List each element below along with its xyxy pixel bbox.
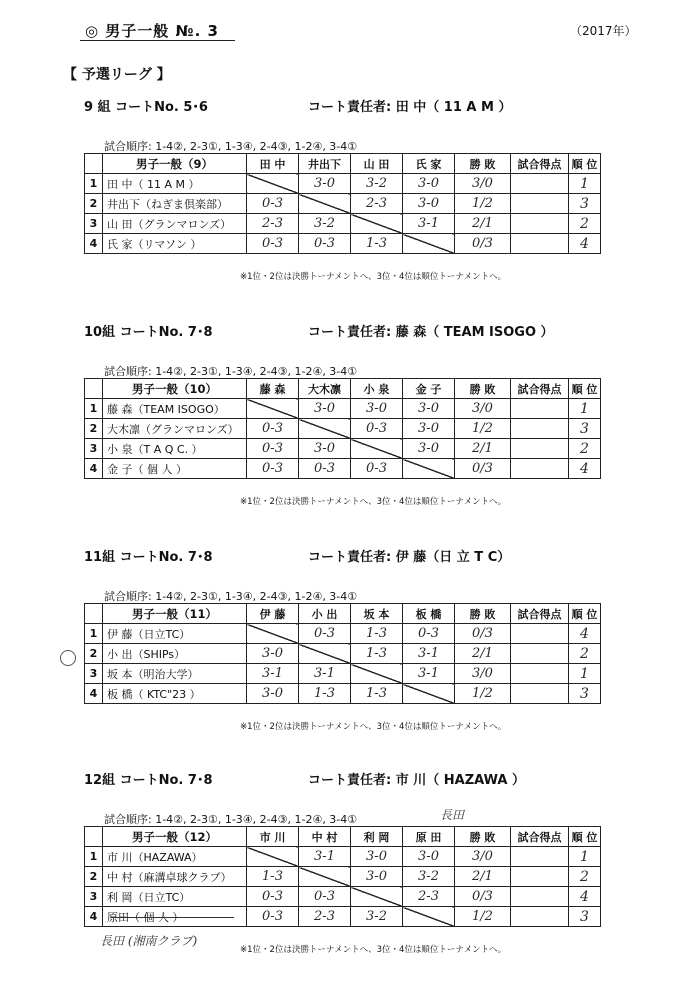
year-label: （2017年） — [570, 24, 637, 38]
header-corner — [85, 379, 103, 399]
column-header: 原 田 — [403, 827, 455, 847]
table-row — [85, 234, 601, 254]
player-number: 2 — [85, 419, 103, 439]
rank-value: 1 — [569, 399, 601, 419]
self-match-cell — [351, 664, 403, 684]
header-corner — [85, 604, 103, 624]
match-score: 3-0 — [299, 174, 351, 194]
match-order: 試合順序: 1-4②, 2-3①, 1-3④, 2-4③, 1-2④, 3-4① — [104, 590, 358, 603]
match-score: 3-0 — [351, 847, 403, 867]
match-score: 0-3 — [247, 234, 299, 254]
match-score: 0-3 — [247, 887, 299, 907]
table-row — [85, 399, 601, 419]
self-match-cell — [403, 234, 455, 254]
match-score: 3-0 — [351, 867, 403, 887]
match-score: 3-1 — [403, 664, 455, 684]
table-header-row — [85, 154, 601, 174]
league-table — [84, 153, 601, 254]
table-row — [85, 907, 601, 927]
win-loss-record: 1/2 — [455, 419, 511, 439]
player-name: 中 村（麻溝卓球クラブ） — [103, 867, 247, 887]
win-loss-record: 0/3 — [455, 624, 511, 644]
player-name: 利 岡（日立TC） — [103, 887, 247, 907]
match-score: 3-1 — [247, 664, 299, 684]
player-number: 1 — [85, 174, 103, 194]
rank-value: 2 — [569, 867, 601, 887]
self-match-cell — [403, 459, 455, 479]
game-points — [511, 439, 569, 459]
column-header: 坂 本 — [351, 604, 403, 624]
game-points — [511, 459, 569, 479]
match-score: 3-0 — [351, 399, 403, 419]
column-header: 勝 敗 — [455, 827, 511, 847]
column-header: 田 中 — [247, 154, 299, 174]
game-points — [511, 867, 569, 887]
rank-value: 1 — [569, 847, 601, 867]
column-header: 小 泉 — [351, 379, 403, 399]
match-score: 3-0 — [299, 439, 351, 459]
column-header: 利 岡 — [351, 827, 403, 847]
player-number: 1 — [85, 624, 103, 644]
self-match-cell — [299, 194, 351, 214]
column-header: 男子一般（12） — [103, 827, 247, 847]
player-name: 氏 家（リマソン ） — [103, 234, 247, 254]
header-corner — [85, 827, 103, 847]
table-row — [85, 624, 601, 644]
match-score: 3-0 — [403, 439, 455, 459]
column-header: 金 子 — [403, 379, 455, 399]
win-loss-record: 0/3 — [455, 234, 511, 254]
match-score: 1-3 — [247, 867, 299, 887]
column-header: 市 川 — [247, 827, 299, 847]
player-number: 3 — [85, 439, 103, 459]
match-order: 試合順序: 1-4②, 2-3①, 1-3④, 2-4③, 1-2④, 3-4① — [104, 365, 358, 378]
game-points — [511, 684, 569, 704]
game-points — [511, 419, 569, 439]
win-loss-record: 2/1 — [455, 439, 511, 459]
rank-value: 4 — [569, 234, 601, 254]
match-score: 2-3 — [351, 194, 403, 214]
self-match-cell — [351, 887, 403, 907]
group-title: 11組 コートNo. 7･8 — [84, 550, 213, 565]
player-name: 市 川（HAZAWA） — [103, 847, 247, 867]
table-row — [85, 644, 601, 664]
match-score: 0-3 — [247, 419, 299, 439]
game-points — [511, 887, 569, 907]
rank-value: 2 — [569, 644, 601, 664]
group-title: 10組 コートNo. 7･8 — [84, 325, 213, 340]
group-title: 9 組 コートNo. 5･6 — [84, 100, 208, 115]
game-points — [511, 214, 569, 234]
win-loss-record: 3/0 — [455, 664, 511, 684]
player-name: 大木凛（グランマロンズ） — [103, 419, 247, 439]
self-match-cell — [247, 847, 299, 867]
game-points — [511, 174, 569, 194]
match-order: 試合順序: 1-4②, 2-3①, 1-3④, 2-4③, 1-2④, 3-4① — [104, 813, 358, 826]
self-match-cell — [247, 399, 299, 419]
rank-value: 3 — [569, 194, 601, 214]
table-header-row — [85, 604, 601, 624]
match-score: 0-3 — [299, 459, 351, 479]
match-score: 0-3 — [351, 459, 403, 479]
table-row — [85, 867, 601, 887]
win-loss-record: 1/2 — [455, 907, 511, 927]
player-name: 金 子（ 個 人 ） — [103, 459, 247, 479]
column-header: 伊 藤 — [247, 604, 299, 624]
match-score: 0-3 — [299, 624, 351, 644]
match-score: 3-0 — [299, 399, 351, 419]
column-header: 試合得点 — [511, 379, 569, 399]
league-table — [84, 603, 601, 704]
match-score: 0-3 — [247, 907, 299, 927]
self-match-cell — [299, 644, 351, 664]
self-match-cell — [403, 684, 455, 704]
match-score: 3-1 — [299, 847, 351, 867]
match-score: 1-3 — [351, 684, 403, 704]
court-responsible: コート責任者: 市 川（ HAZAWA ） — [308, 773, 525, 788]
player-number: 4 — [85, 459, 103, 479]
header-corner — [85, 154, 103, 174]
match-score: 3-0 — [247, 684, 299, 704]
self-match-cell — [299, 419, 351, 439]
league-table — [84, 826, 601, 927]
column-header: 板 橋 — [403, 604, 455, 624]
player-number: 1 — [85, 847, 103, 867]
column-header: 山 田 — [351, 154, 403, 174]
table-row — [85, 419, 601, 439]
self-match-cell — [351, 214, 403, 234]
match-score: 1-3 — [351, 644, 403, 664]
self-match-cell — [403, 907, 455, 927]
table-header-row — [85, 379, 601, 399]
match-score: 3-1 — [403, 644, 455, 664]
rank-value: 3 — [569, 684, 601, 704]
column-header: 男子一般（9） — [103, 154, 247, 174]
player-number: 4 — [85, 684, 103, 704]
column-header: 大木凛 — [299, 379, 351, 399]
column-header: 勝 敗 — [455, 379, 511, 399]
match-score: 0-3 — [247, 194, 299, 214]
table-header-row — [85, 827, 601, 847]
column-header: 試合得点 — [511, 827, 569, 847]
player-number: 4 — [85, 907, 103, 927]
player-name: 坂 本（明治大学） — [103, 664, 247, 684]
player-name: 藤 森（TEAM ISOGO） — [103, 399, 247, 419]
win-loss-record: 3/0 — [455, 174, 511, 194]
player-number: 3 — [85, 664, 103, 684]
column-header: 男子一般（11） — [103, 604, 247, 624]
column-header: 順 位 — [569, 827, 601, 847]
game-points — [511, 194, 569, 214]
rank-value: 2 — [569, 214, 601, 234]
player-name: 伊 藤（日立TC） — [103, 624, 247, 644]
match-score: 1-3 — [299, 684, 351, 704]
game-points — [511, 907, 569, 927]
table-row — [85, 459, 601, 479]
game-points — [511, 399, 569, 419]
strikethrough-line — [111, 917, 234, 918]
match-score: 3-0 — [403, 419, 455, 439]
handwritten-replacement-note: 長田 — [440, 808, 465, 822]
table-row — [85, 214, 601, 234]
column-header: 井出下 — [299, 154, 351, 174]
player-number: 3 — [85, 887, 103, 907]
page-title: ◎ 男子一般 №. 3 — [85, 22, 219, 40]
player-name: 山 田（グランマロンズ） — [103, 214, 247, 234]
game-points — [511, 624, 569, 644]
match-score: 0-3 — [299, 887, 351, 907]
match-score: 3-0 — [247, 644, 299, 664]
player-name: 小 出（SHIPs） — [103, 644, 247, 664]
table-row — [85, 664, 601, 684]
win-loss-record: 2/1 — [455, 214, 511, 234]
table-row — [85, 439, 601, 459]
self-match-cell — [247, 624, 299, 644]
win-loss-record: 1/2 — [455, 684, 511, 704]
match-score: 1-3 — [351, 234, 403, 254]
win-loss-record: 3/0 — [455, 399, 511, 419]
column-header: 氏 家 — [403, 154, 455, 174]
win-loss-record: 3/0 — [455, 847, 511, 867]
rank-value: 1 — [569, 664, 601, 684]
player-name: 板 橋（ KTC"23 ） — [103, 684, 247, 704]
court-responsible: コート責任者: 藤 森（ TEAM ISOGO ） — [308, 325, 554, 340]
rank-value: 4 — [569, 624, 601, 644]
match-score: 0-3 — [299, 234, 351, 254]
column-header: 小 出 — [299, 604, 351, 624]
player-name: 原田（ 個 人 ） — [103, 907, 247, 927]
table-row — [85, 847, 601, 867]
match-score: 3-0 — [403, 174, 455, 194]
player-name: 井出下（ねぎま倶楽部） — [103, 194, 247, 214]
column-header: 勝 敗 — [455, 604, 511, 624]
game-points — [511, 847, 569, 867]
group-title: 12組 コートNo. 7･8 — [84, 773, 213, 788]
match-score: 3-1 — [403, 214, 455, 234]
game-points — [511, 234, 569, 254]
win-loss-record: 2/1 — [455, 644, 511, 664]
league-table — [84, 378, 601, 479]
self-match-cell — [351, 439, 403, 459]
table-row — [85, 194, 601, 214]
match-score: 3-2 — [299, 214, 351, 234]
footnote: ※1位・2位は決勝トーナメントへ、3位・4位は順位トーナメントへ。 — [240, 497, 507, 507]
rank-value: 4 — [569, 887, 601, 907]
column-header: 男子一般（10） — [103, 379, 247, 399]
column-header: 試合得点 — [511, 604, 569, 624]
handwritten-replacement-note: 長田 (湘南クラブ) — [100, 934, 198, 948]
match-score: 3-2 — [351, 907, 403, 927]
court-responsible: コート責任者: 田 中（ 11 A M ） — [308, 100, 512, 115]
player-number: 2 — [85, 644, 103, 664]
column-header: 勝 敗 — [455, 154, 511, 174]
match-score: 0-3 — [351, 419, 403, 439]
rank-value: 1 — [569, 174, 601, 194]
match-score: 0-3 — [403, 624, 455, 644]
match-score: 0-3 — [247, 439, 299, 459]
match-score: 3-0 — [403, 399, 455, 419]
player-number: 4 — [85, 234, 103, 254]
match-score: 3-0 — [403, 194, 455, 214]
win-loss-record: 2/1 — [455, 867, 511, 887]
rank-value: 3 — [569, 419, 601, 439]
match-score: 0-3 — [247, 459, 299, 479]
title-underline — [80, 40, 235, 41]
rank-value: 2 — [569, 439, 601, 459]
self-match-cell — [299, 867, 351, 887]
match-score: 3-2 — [351, 174, 403, 194]
table-row — [85, 174, 601, 194]
table-row — [85, 887, 601, 907]
player-name: 小 泉（T A Q C. ） — [103, 439, 247, 459]
player-number: 2 — [85, 867, 103, 887]
match-score: 3-2 — [403, 867, 455, 887]
match-score: 2-3 — [247, 214, 299, 234]
league-heading: 【 予選リーグ 】 — [63, 67, 171, 83]
player-number: 2 — [85, 194, 103, 214]
player-number: 3 — [85, 214, 103, 234]
match-score: 3-1 — [299, 664, 351, 684]
game-points — [511, 644, 569, 664]
match-score: 2-3 — [299, 907, 351, 927]
win-loss-record: 0/3 — [455, 887, 511, 907]
match-order: 試合順序: 1-4②, 2-3①, 1-3④, 2-4③, 1-2④, 3-4① — [104, 140, 358, 153]
player-name: 田 中（ 11 A M ） — [103, 174, 247, 194]
court-responsible: コート責任者: 伊 藤（日 立 T C） — [308, 550, 511, 565]
footnote: ※1位・2位は決勝トーナメントへ、3位・4位は順位トーナメントへ。 — [240, 722, 507, 732]
match-score: 3-0 — [403, 847, 455, 867]
match-score: 1-3 — [351, 624, 403, 644]
win-loss-record: 1/2 — [455, 194, 511, 214]
game-points — [511, 664, 569, 684]
column-header: 順 位 — [569, 379, 601, 399]
column-header: 順 位 — [569, 604, 601, 624]
column-header: 藤 森 — [247, 379, 299, 399]
footnote: ※1位・2位は決勝トーナメントへ、3位・4位は順位トーナメントへ。 — [240, 272, 507, 282]
self-match-cell — [247, 174, 299, 194]
column-header: 中 村 — [299, 827, 351, 847]
rank-value: 4 — [569, 459, 601, 479]
footnote: ※1位・2位は決勝トーナメントへ、3位・4位は順位トーナメントへ。 — [240, 945, 507, 955]
handwritten-circle-mark — [60, 650, 76, 666]
win-loss-record: 0/3 — [455, 459, 511, 479]
rank-value: 3 — [569, 907, 601, 927]
player-number: 1 — [85, 399, 103, 419]
match-score: 2-3 — [403, 887, 455, 907]
column-header: 試合得点 — [511, 154, 569, 174]
column-header: 順 位 — [569, 154, 601, 174]
table-row — [85, 684, 601, 704]
